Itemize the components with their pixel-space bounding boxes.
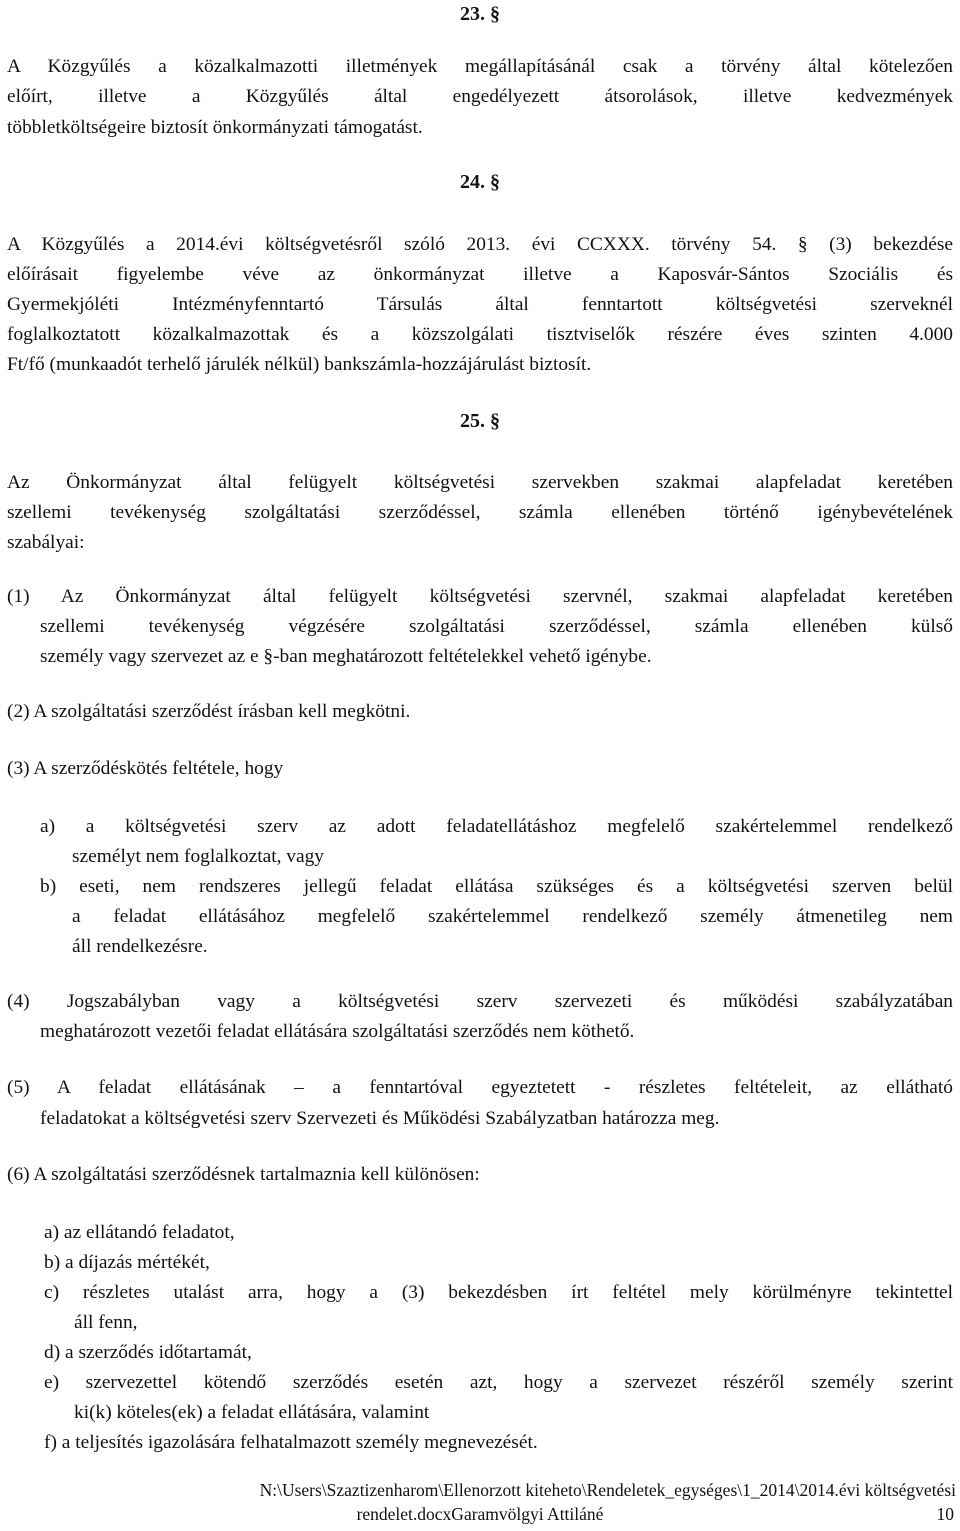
list-item-continuation: ki(k) köteles(ek) a feladat ellátására, valamint [74, 1402, 430, 1423]
section-24-line: foglalkoztatott közalkalmazottak és a közszolgálati tisztviselők részére éves szinten 4.000 [7, 324, 953, 345]
list-item: f) a teljesítés igazolására felhatalmazott személy megnevezését. [44, 1432, 538, 1453]
section-24-line: Ft/fő (munkaadót terhelő járulék nélkül) bankszámla-hozzájárulást biztosít. [7, 354, 592, 375]
paragraph-3-item-b-line: áll rendelkezésre. [72, 936, 208, 957]
section-23-line: A Közgyűlés a közalkalmazotti illetmények megállapításánál csak a törvény által kötelezően [7, 56, 953, 77]
section-24-heading: 24. § [460, 171, 500, 193]
paragraph-3-item-b-line: b) eseti, nem rendszeres jellegű feladat ellátása szükséges és a költségvetési szerven belül [40, 876, 953, 897]
paragraph-3: (3) A szerződéskötés feltétele, hogy [7, 758, 284, 779]
paragraph-3-item-a-line: a) a költségvetési szerv az adott feladatellátáshoz megfelelő szakértelemmel rendelkező [40, 816, 953, 837]
paragraph-3-item-a-line: személyt nem foglalkoztat, vagy [72, 846, 324, 867]
paragraph-4-line: meghatározott vezetői feladat ellátására szolgáltatási szerződés nem köthető. [40, 1021, 635, 1042]
paragraph-5-line: feladatokat a költségvetési szerv Szervezeti és Működési Szabályzatban határozza meg. [40, 1108, 720, 1129]
section-25-heading: 25. § [460, 410, 500, 432]
section-23-line: előírt, illetve a Közgyűlés által engedélyezett átsorolások, illetve kedvezmények [7, 86, 953, 107]
footer-page-number: 10 [936, 1504, 954, 1524]
paragraph-3-item-b-line: a feladat ellátásához megfelelő szakértelemmel rendelkező személy átmenetileg nem [72, 906, 953, 927]
section-23-line: többletköltségeire biztosít önkormányzati támogatást. [7, 117, 423, 138]
section-25-intro-line: Az Önkormányzat által felügyelt költségvetési szervekben szakmai alapfeladat keretében [7, 472, 953, 493]
paragraph-2: (2) A szolgáltatási szerződést írásban kell megkötni. [7, 701, 411, 722]
list-item: b) a díjazás mértékét, [44, 1252, 210, 1273]
paragraph-1-line: (1) Az Önkormányzat által felügyelt költségvetési szervnél, szakmai alapfeladat keretében [7, 586, 953, 607]
list-item: c) részletes utalást arra, hogy a (3) bekezdésben írt feltétel mely körülményre tekintettel [44, 1282, 953, 1303]
list-item: e) szervezettel kötendő szerződés esetén azt, hogy a szervezet részéről személy szerint [44, 1372, 953, 1393]
paragraph-4-line: (4) Jogszabályban vagy a költségvetési szerv szervezeti és működési szabályzatában [7, 991, 953, 1012]
section-24-line: A Közgyűlés a 2014.évi költségvetésről szóló 2013. évi CCXXX. törvény 54. § (3) bekezdése [7, 234, 953, 255]
list-item: a) az ellátandó feladatot, [44, 1222, 235, 1243]
section-25-intro-line: szellemi tevékenység szolgáltatási szerződéssel, számla ellenében történő igénybevételének [7, 502, 953, 523]
footer-file-path: N:\Users\Szaztizenharom\Ellenorzott kiteheto\Rendeletek_egységes\1_2014\2014.évi költségvetési [259, 1480, 956, 1500]
footer-author: rendelet.docxGaramvölgyi Attiláné [356, 1504, 604, 1524]
paragraph-1-line: személy vagy szervezet az e §-ban meghatározott feltételekkel vehető igénybe. [40, 646, 652, 667]
section-25-intro-line: szabályai: [7, 532, 85, 553]
list-item: d) a szerződés időtartamát, [44, 1342, 252, 1363]
section-23-heading: 23. § [460, 3, 500, 25]
paragraph-6: (6) A szolgáltatási szerződésnek tartalmaznia kell különösen: [7, 1164, 480, 1185]
paragraph-5-line: (5) A feladat ellátásának – a fenntartóval egyeztetett - részletes feltételeit, az ellátható [7, 1077, 953, 1098]
paragraph-1-line: szellemi tevékenység végzésére szolgáltatási szerződéssel, számla ellenében külső [40, 616, 953, 637]
list-item-continuation: áll fenn, [74, 1312, 138, 1333]
section-24-line: Gyermekjóléti Intézményfenntartó Társulás által fenntartott költségvetési szerveknél [7, 294, 953, 315]
section-24-line: előírásait figyelembe véve az önkormányzat illetve a Kaposvár-Sántos Szociális és [7, 264, 953, 285]
